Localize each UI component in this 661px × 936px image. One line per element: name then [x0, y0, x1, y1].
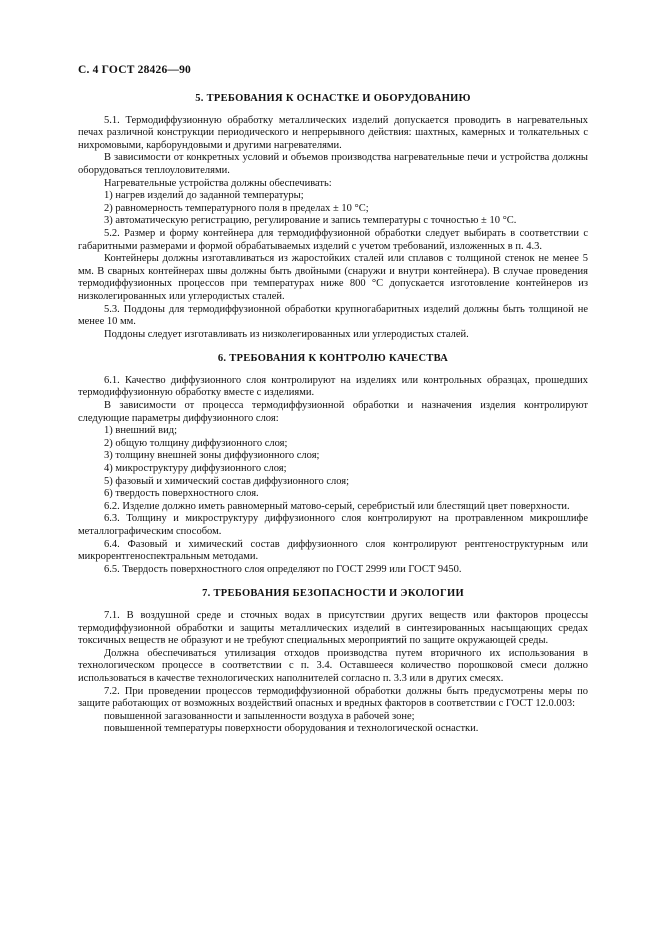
paragraph: В зависимости от процесса термодиффузионной обработки и назначения изделия контролируют следующие параметры диффузионного слоя:: [78, 400, 588, 424]
paragraph: 5.3. Поддоны для термодиффузионной обработки крупногабаритных изделий должны быть толщиной не менее 10 мм.: [78, 303, 588, 328]
list-item: 2) равномерность температурного поля в пределах ± 10 °С;: [104, 202, 369, 214]
paragraph: повышенной загазованности и запыленности воздуха в рабочей зоне;: [104, 710, 415, 722]
paragraph: 7.2. При проведении процессов термодиффузионной обработки должны быть предусмотрены меры по защите работающих от возможных воздействий опасных и вредных факторов в соответствии с ГОСТ 12.0.003:: [78, 685, 588, 710]
paragraph: 7.1. В воздушной среде и сточных водах в присутствии других веществ или факторов процессы термодиффузионной обработки и защиты металлических изделий в синтезированных насыщающих средах токсичных веществ не образуют и не требуют специальных мероприятий по защите окружающей среды.: [78, 609, 588, 647]
list-item: 2) общую толщину диффузионного слоя;: [104, 437, 288, 449]
paragraph: Нагревательные устройства должны обеспечивать:: [104, 177, 332, 189]
paragraph: 6.1. Качество диффузионного слоя контролируют на изделиях или контрольных образцах, прошедших термодиффузионную обработку вместе с изделиями.: [78, 374, 588, 399]
section-title: 7. ТРЕБОВАНИЯ БЕЗОПАСНОСТИ И ЭКОЛОГИИ: [202, 588, 464, 600]
section-title: 5. ТРЕБОВАНИЯ К ОСНАСТКЕ И ОБОРУДОВАНИЮ: [195, 93, 471, 104]
paragraph: повышенной температуры поверхности оборудования и технологической оснастки.: [104, 723, 479, 735]
section: [78, 93, 588, 341]
section-title: 6. ТРЕБОВАНИЯ К КОНТРОЛЮ КАЧЕСТВА: [217, 353, 449, 365]
paragraph: 6.5. Твердость поверхностного слоя определяют по ГОСТ 2999 или ГОСТ 9450.: [104, 563, 462, 575]
section: [78, 588, 588, 736]
list-item: 1) внешний вид;: [104, 425, 178, 437]
document-body: [78, 84, 588, 736]
paragraph: 6.4. Фазовый и химический состав диффузионного слоя контролируют рентгеноструктурным или микрорентгеноспектральным методами.: [78, 538, 588, 563]
section: [78, 353, 588, 576]
paragraph: Контейнеры должны изготавливаться из жаростойких сталей или сплавов с толщиной стенок не менее 5 мм. В сварных контейнерах швы должны быть двойными (снаружи и внутри контейнера). В случае проведения термодиффузионных процессов при температурах ниже 800 °С допускается изготовление контейнеров из низколегированных или углеродистых сталей.: [78, 253, 588, 302]
list-item: 3) автоматическую регистрацию, регулирование и запись температуры с точностью ± 10 °С.: [104, 215, 517, 227]
page-header: С. 4 ГОСТ 28426—90: [78, 64, 191, 76]
list-item: 1) нагрев изделий до заданной температуры;: [104, 190, 304, 202]
list-item: 3) толщину внешней зоны диффузионного слоя;: [104, 450, 320, 462]
paragraph: 5.2. Размер и форму контейнера для термодиффузионной обработки следует выбирать в соответствии с габаритными размерами и формой обрабатываемых изделий с учетом требований, изложенных в п. 4.3.: [78, 227, 588, 252]
paragraph: 6.3. Толщину и микроструктуру диффузионного слоя контролируют на протравленном микрошлифе металлографическим способом.: [78, 513, 588, 537]
list-item: 6) твердость поверхностного слоя.: [104, 488, 259, 500]
list-item: 4) микроструктуру диффузионного слоя;: [104, 463, 287, 475]
paragraph: Должна обеспечиваться утилизация отходов производства путем вторичного их использования в технологическом процессе в соответствии с п. 3.4. Оставшееся количество порошковой смеси должно использоваться в качестве технологических наполнителей согласно п. 3.3 или в других смесях.: [78, 647, 588, 684]
list-item: 5) фазовый и химический состав диффузионного слоя;: [104, 475, 350, 487]
paragraph: 6.2. Изделие должно иметь равномерный матово-серый, серебристый или блестящий цвет поверхности.: [104, 500, 570, 512]
paragraph: 5.1. Термодиффузионную обработку металлических изделий допускается проводить в нагревательных печах различной конструкции периодического и непрерывного действия: шахтных, камерных и толкательных с нихромовыми, карборундовыми и другими нагревателями.: [78, 114, 588, 151]
paragraph: Поддоны следует изготавливать из низколегированных или углеродистых сталей.: [104, 328, 469, 340]
paragraph: В зависимости от конкретных условий и объемов производства нагревательные печи и устройства должны оборудоваться теплоуловителями.: [78, 152, 588, 176]
